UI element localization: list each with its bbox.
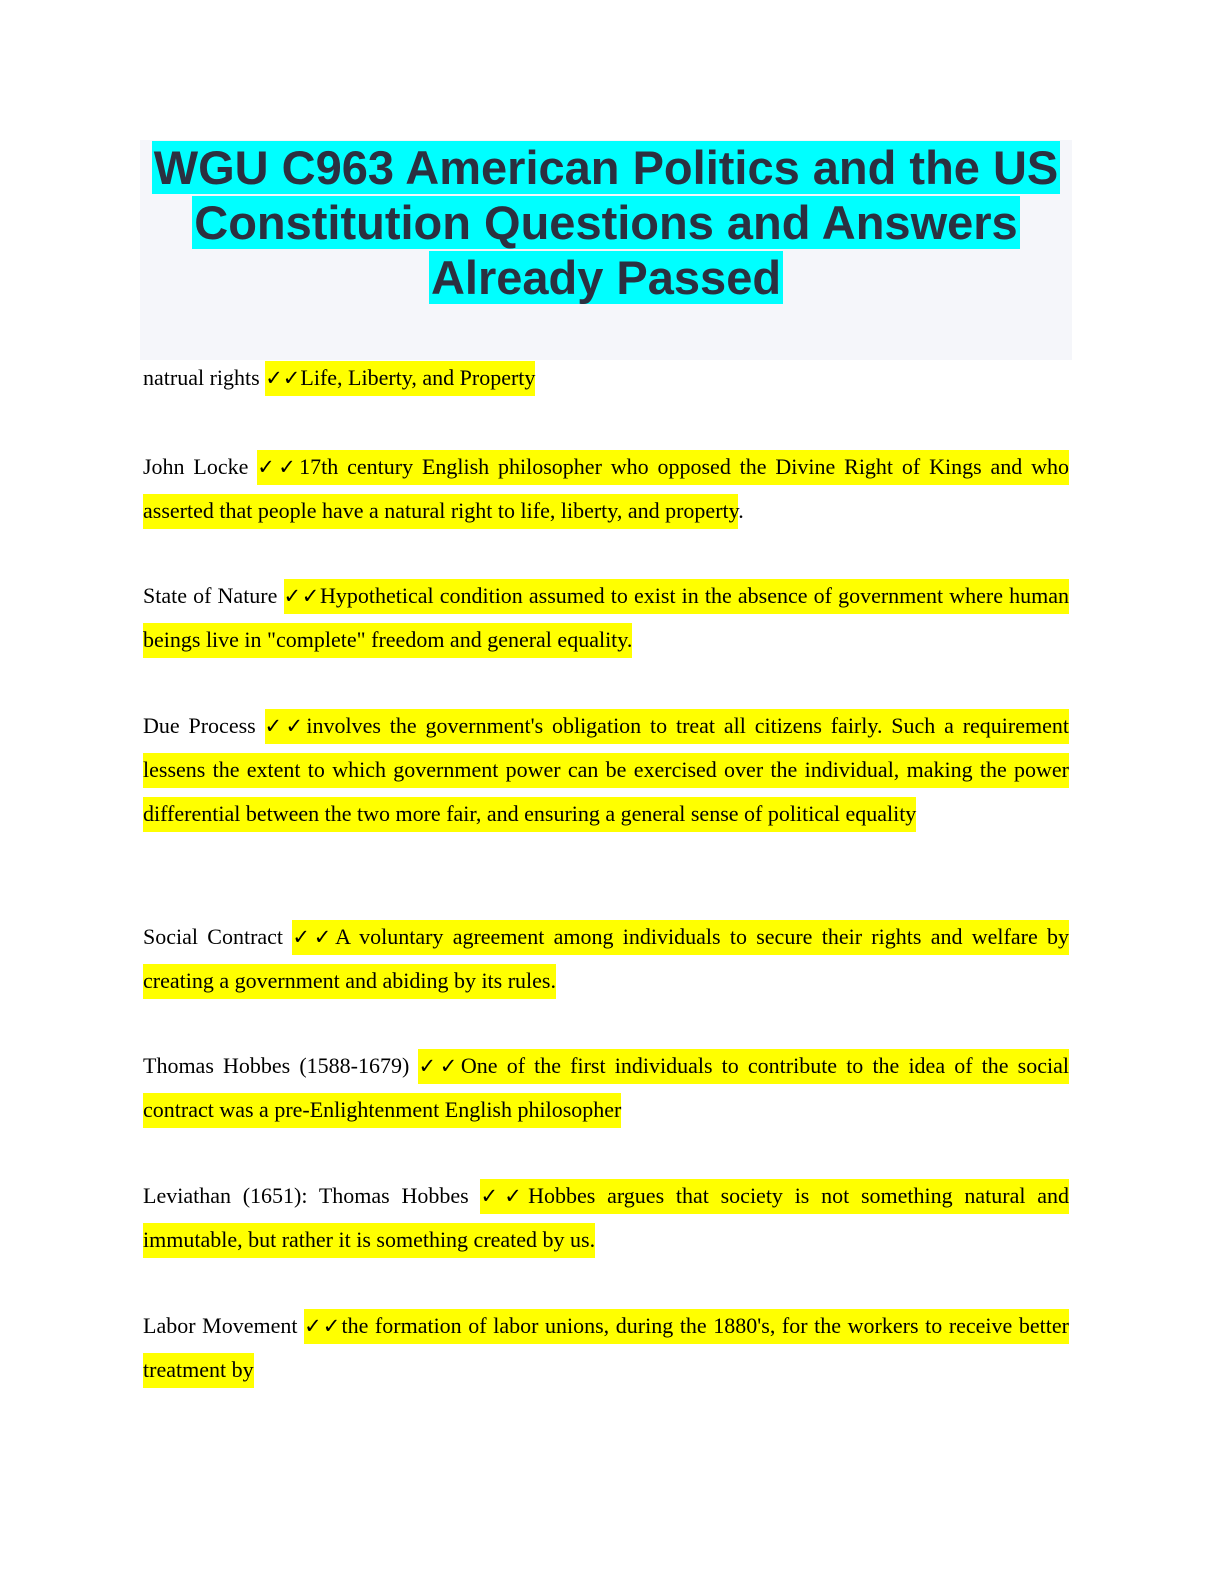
qa-answer-highlight — [143, 579, 1069, 658]
double-check-icon: ✓✓ — [304, 1314, 342, 1338]
qa-answer: 17th century English philosopher who opposed the Divine Right of Kings and who asserted that people have a natural right to life, liberty, and property — [143, 454, 1069, 523]
double-check-icon: ✓✓ — [292, 925, 336, 949]
qa-entry-due-process — [143, 704, 1069, 836]
qa-answer: the formation of labor unions, during the 1880's, for the workers to receive better treatment by — [143, 1313, 1069, 1382]
double-check-icon: ✓✓ — [257, 455, 300, 479]
qa-answer: A voluntary agreement among individuals to secure their rights and welfare by creating a government and abiding by its rules. — [143, 924, 1070, 993]
qa-term: Labor Movement — [143, 1313, 298, 1338]
double-check-icon: ✓✓ — [283, 584, 320, 608]
qa-entry-social-contract — [143, 915, 1069, 1003]
qa-term: Due Process — [143, 713, 256, 738]
qa-term: State of Nature — [143, 583, 278, 608]
qa-term: Social Contract — [143, 924, 284, 949]
qa-entry-leviathan — [143, 1174, 1069, 1262]
qa-answer: Life, Liberty, and Property — [300, 365, 536, 390]
qa-answer: Hobbes argues that society is not something natural and immutable, but rather it is something created by us. — [143, 1183, 1069, 1252]
qa-entry-labor-movement — [143, 1304, 1069, 1392]
qa-entry-natural-rights — [143, 356, 1069, 400]
qa-entry-john-locke — [143, 445, 1069, 533]
qa-term: Thomas Hobbes (1588-1679) — [143, 1053, 410, 1078]
document-title-text: WGU C963 American Politics and the US Constitution Questions and Answers Already Passed — [153, 141, 1059, 304]
qa-entry-thomas-hobbes — [143, 1044, 1069, 1132]
qa-answer-highlight — [143, 450, 1069, 529]
qa-answer: Hypothetical condition assumed to exist in the absence of government where human beings live in "complete" freedom and general equality. — [143, 583, 1070, 652]
title-banner — [140, 140, 1072, 360]
qa-term: John Locke — [143, 454, 249, 479]
qa-answer: involves the government's obligation to treat all citizens fairly. Such a requirement lessens the extent to which government power can be exercised over the individual, making the power differential between the two more fair, and ensuring a general sense of political equality — [143, 713, 1069, 826]
qa-entry-state-of-nature — [143, 574, 1069, 662]
double-check-icon: ✓✓ — [264, 714, 307, 738]
qa-answer-highlight — [143, 709, 1069, 832]
qa-trailing: . — [738, 498, 744, 523]
double-check-icon: ✓✓ — [418, 1054, 461, 1078]
qa-answer-highlight — [265, 361, 535, 396]
qa-term: natrual rights — [143, 365, 260, 390]
double-check-icon: ✓✓ — [480, 1184, 529, 1208]
qa-term: Leviathan (1651): Thomas Hobbes — [143, 1183, 469, 1208]
qa-answer: One of the first individuals to contribute to the idea of the social contract was a pre-Enlightenment English philosopher — [143, 1053, 1069, 1122]
double-check-icon: ✓✓ — [265, 366, 301, 390]
document-title — [140, 140, 1072, 305]
